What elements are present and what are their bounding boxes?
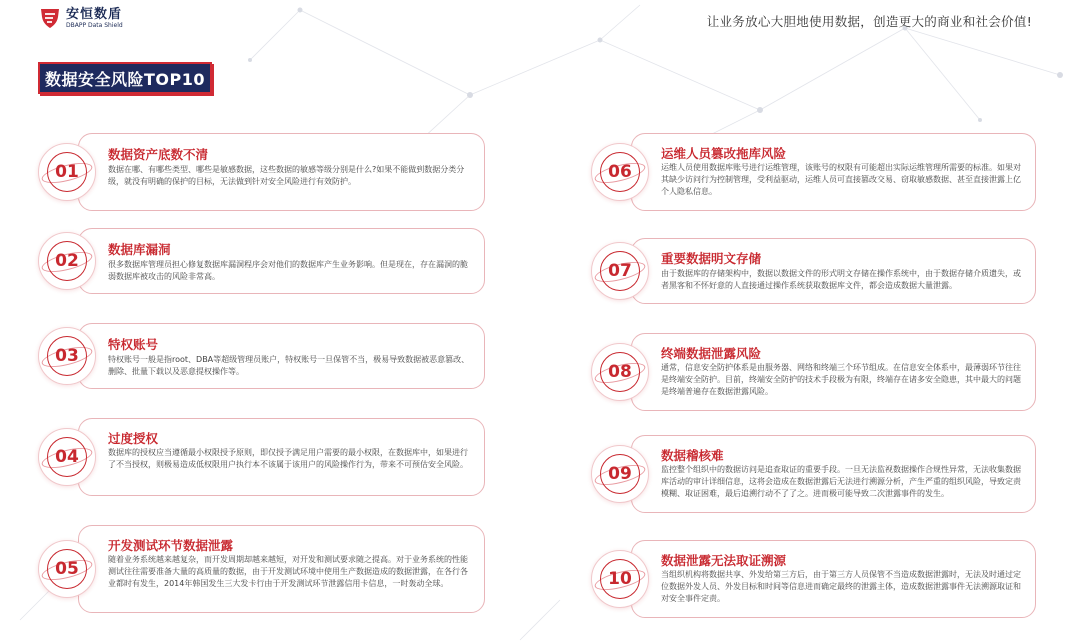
- risk-number-badge: 05: [38, 540, 96, 598]
- page-header: [0, 0, 1080, 40]
- risk-number-badge: 10: [591, 550, 649, 608]
- risk-description: 很多数据库管理员担心修复数据库漏洞程序会对他们的数据库产生业务影响。但是现在，存在漏洞的脆弱数据库被攻击的风险非常高。: [108, 260, 468, 281]
- risk-number-badge: 03: [38, 327, 96, 385]
- risk-title: 终端数据泄露风险: [661, 346, 762, 361]
- risk-number-badge: 01: [38, 143, 96, 201]
- risk-description: 通常，信息安全防护体系是由服务器、网络和终端三个环节组成。在信息安全体系中，最薄弱环节往往是终端安全防护。目前，终端安全防护的技术手段极为有限，终端存在诸多安全隐患，其中最大的问题是终端普遍存在数据泄露风险。: [661, 363, 1021, 396]
- risk-description: 特权账号一般是指root、DBA等超级管理员账户，特权账号一旦保管不当，极易导致数据被恶意篡改、删除、批量下载以及恶意提权操作等。: [108, 355, 470, 376]
- risk-card-07: [591, 238, 1036, 304]
- risk-description: 运维人员使用数据库账号进行运维管理，该账号的权限有可能超出实际运维管理所需要的标准。如果对其缺少访问行为控制管理，受利益驱动，运维人员可直接篡改交易、窃取敏感数据、甚至直接泄露上亿个人隐私信息。: [661, 163, 1021, 196]
- risk-description: 随着业务系统越来越复杂，而开发周期却越来越短，对开发和测试要求随之提高。对于业务系统的性能测试往往需要准备大量的高质量的数据，由于开发测试环境中使用生产数据造成的数据泄露，在各行各业都时有发生，2014年韩国发生三大发卡行由于开发测试环节泄露信用卡信息，一时轰动全球。: [108, 555, 468, 588]
- risk-description: 数据在哪、有哪些类型、哪些是敏感数据，这些数据的敏感等级分别是什么?如果不能做到数据分类分级，就没有明确的保护的目标，无法做到针对安全风险进行有效防护。: [108, 165, 465, 186]
- page-title-box: [38, 62, 212, 94]
- risk-description: 由于数据库的存储架构中，数据以数据文件的形式明文存储在操作系统中，由于数据存储介质遗失，或者黑客和不怀好意的人直接通过操作系统获取数据库文件，都会造成数据大量泄露。: [661, 269, 1021, 290]
- slogan-text: 让业务放心大胆地使用数据，创造更大的商业和社会价值!: [706, 14, 1032, 29]
- logo-english-name: DBAPP Data Shield: [66, 21, 123, 29]
- risk-title: 运维人员篡改拖库风险: [661, 146, 787, 161]
- risk-number-badge: 07: [591, 242, 649, 300]
- risk-card-03: [38, 323, 485, 389]
- risk-number-badge: 04: [38, 428, 96, 486]
- risk-number-badge: 02: [38, 232, 96, 290]
- brand-logo: [38, 6, 123, 30]
- risk-title: 数据库漏洞: [108, 242, 171, 257]
- risk-title: 重要数据明文存储: [661, 251, 762, 266]
- risk-card-10: [591, 540, 1036, 618]
- risk-title: 数据泄露无法取证溯源: [661, 553, 787, 568]
- risk-number-badge: 06: [591, 143, 649, 201]
- risk-number-badge: 09: [591, 445, 649, 503]
- risk-card-09: [591, 435, 1036, 513]
- risk-card-02: [38, 228, 485, 294]
- risk-description: 数据库的授权应当遵循最小权限授予原则，即仅授予满足用户需要的最小权限，在数据库中，如果进行了不当授权，则极易造成低权限用户执行本不该属于该用户的风险操作行为，带来不可预估安全风险。: [108, 448, 468, 469]
- page-title: 数据安全风险TOP10: [44, 69, 205, 89]
- risk-number-badge: 08: [591, 343, 649, 401]
- risk-card-05: [38, 525, 485, 613]
- risk-title: 特权账号: [108, 337, 159, 352]
- risk-description: 当组织机构将数据共享、外发给第三方后，由于第三方人员保管不当造成数据泄露时，无法及时通过定位数据外发人员、外发目标和时间等信息进而确定最终的泄露主体，造成数据泄露事件无法溯源取证和对安全事件定责。: [661, 570, 1021, 603]
- risk-card-04: [38, 418, 485, 496]
- logo-chinese-name: 安恒数盾: [66, 6, 123, 22]
- risk-card-06: [591, 133, 1036, 211]
- risk-title: 数据稽核难: [661, 448, 724, 463]
- risk-card-08: [591, 333, 1036, 411]
- risk-title: 数据资产底数不清: [108, 147, 209, 162]
- risk-title: 过度授权: [108, 431, 159, 446]
- risk-card-01: [38, 133, 485, 211]
- risk-title: 开发测试环节数据泄露: [108, 538, 234, 553]
- risk-description: 监控整个组织中的数据访问是追查取证的重要手段。一旦无法监视数据操作合规性异常，无法收集数据库活动的审计详细信息，这将会造成在数据泄露后无法进行溯源分析，产生严重的组织风险，导致定责模糊、取证困难，最后追溯行动不了了之。进而极可能导致二次泄露事件的发生。: [661, 465, 1021, 498]
- shield-logo-icon: [38, 6, 62, 30]
